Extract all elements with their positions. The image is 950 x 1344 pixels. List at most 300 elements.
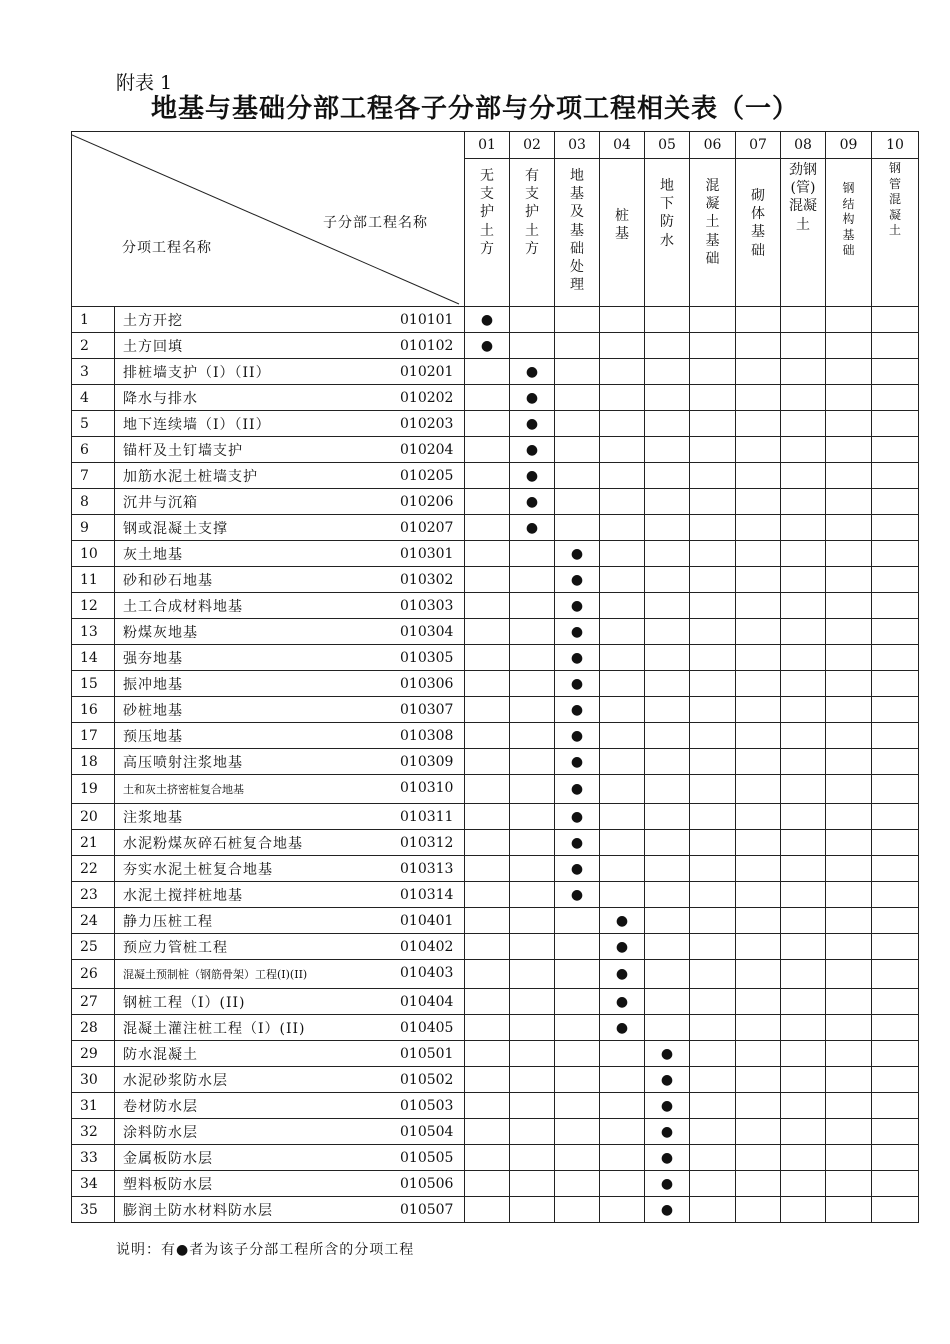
- item-name: 注浆地基: [123, 809, 183, 826]
- mark-cell: [872, 645, 919, 671]
- mark-cell: [736, 960, 781, 989]
- row-number: 8: [72, 489, 115, 515]
- filled-dot-mark: ●: [615, 1019, 629, 1036]
- filled-dot-mark: ●: [660, 1071, 674, 1088]
- mark-cell: [826, 645, 872, 671]
- item-cell: [115, 749, 465, 775]
- mark-cell: [826, 489, 872, 515]
- item-name: 预应力管桩工程: [123, 939, 228, 956]
- mark-cell: [826, 411, 872, 437]
- mark-cell: [510, 307, 555, 333]
- item-name: 静力压桩工程: [123, 913, 213, 930]
- mark-cell: [555, 515, 600, 541]
- mark-cell: [781, 463, 826, 489]
- mark-cell: [690, 1015, 736, 1041]
- mark-cell: [645, 1145, 690, 1171]
- mark-cell: [465, 619, 510, 645]
- mark-cell: [826, 567, 872, 593]
- mark-cell: [555, 1041, 600, 1067]
- mark-cell: [510, 515, 555, 541]
- mark-cell: [510, 830, 555, 856]
- item-code: 010507: [400, 1202, 454, 1218]
- mark-cell: [690, 697, 736, 723]
- filled-dot-mark: ●: [615, 912, 629, 929]
- mark-cell: [600, 908, 645, 934]
- mark-cell: [510, 1171, 555, 1197]
- mark-cell: [465, 1197, 510, 1223]
- mark-cell: [555, 723, 600, 749]
- item-code: 010506: [400, 1176, 454, 1192]
- filled-dot-mark: ●: [525, 519, 539, 536]
- mark-cell: [465, 723, 510, 749]
- item-name: 钢或混凝土支撑: [123, 520, 228, 537]
- mark-cell: [555, 775, 600, 804]
- mark-cell: [645, 960, 690, 989]
- mark-cell: [872, 908, 919, 934]
- mark-cell: [872, 671, 919, 697]
- filled-dot-mark: ●: [615, 966, 629, 982]
- row-number: 11: [72, 567, 115, 593]
- mark-cell: [872, 619, 919, 645]
- mark-cell: [690, 1093, 736, 1119]
- item-cell: [115, 1171, 465, 1197]
- filled-dot-mark: ●: [570, 571, 584, 588]
- mark-cell: [826, 830, 872, 856]
- item-name: 强夯地基: [123, 650, 183, 667]
- row-number: 1: [72, 307, 115, 333]
- mark-cell: [826, 723, 872, 749]
- mark-cell: [600, 385, 645, 411]
- mark-cell: [510, 411, 555, 437]
- item-code: 010101: [400, 312, 454, 328]
- mark-cell: [781, 437, 826, 463]
- table-row: [72, 359, 919, 385]
- mark-cell: [872, 359, 919, 385]
- mark-cell: [736, 541, 781, 567]
- mark-cell: [736, 1197, 781, 1223]
- mark-cell: [872, 1145, 919, 1171]
- mark-cell: [690, 775, 736, 804]
- correlation-table: [71, 131, 919, 1223]
- mark-cell: [645, 908, 690, 934]
- row-number: 6: [72, 437, 115, 463]
- mark-cell: [645, 489, 690, 515]
- mark-cell: [600, 411, 645, 437]
- item-name: 排桩墙支护（I）（II）: [123, 364, 271, 381]
- mark-cell: [872, 489, 919, 515]
- table-row: [72, 1171, 919, 1197]
- column-name: 砌体基础: [751, 188, 765, 259]
- mark-cell: [555, 307, 600, 333]
- row-number: 20: [72, 804, 115, 830]
- item-name: 加筋水泥土桩墙支护: [123, 468, 258, 485]
- mark-cell: [736, 671, 781, 697]
- mark-cell: [690, 1197, 736, 1223]
- mark-cell: [465, 989, 510, 1015]
- mark-cell: [872, 1093, 919, 1119]
- mark-cell: [781, 775, 826, 804]
- filled-dot-mark: ●: [525, 389, 539, 406]
- mark-cell: [465, 307, 510, 333]
- item-cell: [115, 437, 465, 463]
- item-name: 塑料板防水层: [123, 1176, 213, 1193]
- mark-cell: [826, 1171, 872, 1197]
- item-cell: [115, 908, 465, 934]
- mark-cell: [690, 593, 736, 619]
- mark-cell: [690, 307, 736, 333]
- table-row: [72, 489, 919, 515]
- row-number: 16: [72, 697, 115, 723]
- mark-cell: [645, 463, 690, 489]
- mark-cell: [510, 804, 555, 830]
- table-row: [72, 463, 919, 489]
- mark-cell: [510, 463, 555, 489]
- mark-cell: [781, 645, 826, 671]
- row-number: 28: [72, 1015, 115, 1041]
- header-code-row: [72, 132, 919, 159]
- item-cell: [115, 1041, 465, 1067]
- mark-cell: [465, 1015, 510, 1041]
- filled-dot-mark: ●: [570, 675, 584, 692]
- mark-cell: [465, 749, 510, 775]
- mark-cell: [872, 882, 919, 908]
- item-name: 水泥粉煤灰碎石桩复合地基: [123, 835, 303, 852]
- item-cell: [115, 1067, 465, 1093]
- mark-cell: [465, 411, 510, 437]
- mark-cell: [465, 515, 510, 541]
- mark-cell: [736, 307, 781, 333]
- mark-cell: [826, 619, 872, 645]
- item-cell: [115, 1197, 465, 1223]
- mark-cell: [690, 749, 736, 775]
- item-code: 010402: [400, 939, 454, 955]
- filled-dot-mark: ●: [570, 623, 584, 640]
- mark-cell: [555, 1119, 600, 1145]
- item-code: 010405: [400, 1020, 454, 1036]
- table-row: [72, 567, 919, 593]
- mark-cell: [872, 593, 919, 619]
- subsection-label: 子分部工程名称: [323, 214, 428, 231]
- filled-dot-mark: ●: [570, 886, 584, 903]
- column-code: 02: [510, 132, 555, 159]
- item-code: 010311: [400, 809, 454, 825]
- mark-cell: [736, 1041, 781, 1067]
- item-cell: [115, 359, 465, 385]
- mark-cell: [736, 619, 781, 645]
- item-name: 砂桩地基: [123, 702, 183, 719]
- filled-dot-mark: ●: [660, 1201, 674, 1218]
- item-cell: [115, 804, 465, 830]
- mark-cell: [510, 541, 555, 567]
- filled-dot-mark: ●: [570, 727, 584, 744]
- table-row: [72, 411, 919, 437]
- mark-cell: [510, 489, 555, 515]
- mark-cell: [872, 804, 919, 830]
- mark-cell: [510, 1067, 555, 1093]
- mark-cell: [872, 463, 919, 489]
- item-cell: [115, 1145, 465, 1171]
- mark-cell: [781, 830, 826, 856]
- mark-cell: [826, 1067, 872, 1093]
- mark-cell: [872, 541, 919, 567]
- item-cell: [115, 489, 465, 515]
- mark-cell: [736, 989, 781, 1015]
- filled-dot-mark: ●: [570, 753, 584, 770]
- mark-cell: [600, 593, 645, 619]
- mark-cell: [736, 437, 781, 463]
- mark-cell: [465, 437, 510, 463]
- row-number: 22: [72, 856, 115, 882]
- item-cell: [115, 567, 465, 593]
- mark-cell: [872, 775, 919, 804]
- row-number: 33: [72, 1145, 115, 1171]
- filled-dot-mark: ●: [660, 1097, 674, 1114]
- mark-cell: [690, 1119, 736, 1145]
- item-name: 灰土地基: [123, 546, 183, 563]
- mark-cell: [600, 1197, 645, 1223]
- item-cell: [115, 385, 465, 411]
- table-row: [72, 515, 919, 541]
- mark-cell: [600, 333, 645, 359]
- mark-cell: [555, 1093, 600, 1119]
- row-number: 26: [72, 960, 115, 989]
- mark-cell: [781, 671, 826, 697]
- mark-cell: [826, 697, 872, 723]
- mark-cell: [600, 645, 645, 671]
- mark-cell: [736, 1119, 781, 1145]
- mark-cell: [690, 463, 736, 489]
- mark-cell: [872, 307, 919, 333]
- mark-cell: [645, 437, 690, 463]
- mark-cell: [826, 359, 872, 385]
- row-number: 27: [72, 989, 115, 1015]
- mark-cell: [600, 359, 645, 385]
- mark-cell: [465, 593, 510, 619]
- mark-cell: [465, 333, 510, 359]
- mark-cell: [555, 411, 600, 437]
- mark-cell: [645, 934, 690, 960]
- row-number: 25: [72, 934, 115, 960]
- mark-cell: [690, 385, 736, 411]
- mark-cell: [826, 1093, 872, 1119]
- mark-cell: [872, 1041, 919, 1067]
- item-code: 010301: [400, 546, 454, 562]
- mark-cell: [645, 567, 690, 593]
- item-cell: [115, 723, 465, 749]
- mark-cell: [645, 856, 690, 882]
- mark-cell: [510, 908, 555, 934]
- mark-cell: [555, 1197, 600, 1223]
- item-code: 010312: [400, 835, 454, 851]
- mark-cell: [510, 960, 555, 989]
- table-row: [72, 882, 919, 908]
- mark-cell: [645, 1197, 690, 1223]
- mark-cell: [600, 515, 645, 541]
- row-number: 7: [72, 463, 115, 489]
- mark-cell: [600, 1067, 645, 1093]
- table-row: [72, 1197, 919, 1223]
- table-row: [72, 804, 919, 830]
- item-name: 卷材防水层: [123, 1098, 198, 1115]
- mark-cell: [690, 541, 736, 567]
- mark-cell: [600, 697, 645, 723]
- item-code: 010306: [400, 676, 454, 692]
- mark-cell: [555, 359, 600, 385]
- mark-cell: [555, 960, 600, 989]
- mark-cell: [645, 515, 690, 541]
- mark-cell: [510, 934, 555, 960]
- mark-cell: [872, 830, 919, 856]
- mark-cell: [465, 359, 510, 385]
- item-cell: [115, 411, 465, 437]
- mark-cell: [690, 1171, 736, 1197]
- filled-dot-mark: ●: [525, 493, 539, 510]
- mark-cell: [826, 989, 872, 1015]
- table-row: [72, 385, 919, 411]
- mark-cell: [645, 541, 690, 567]
- mark-cell: [872, 411, 919, 437]
- mark-cell: [736, 567, 781, 593]
- mark-cell: [600, 671, 645, 697]
- column-name: 有支护土方: [525, 168, 539, 257]
- column-code: 07: [736, 132, 781, 159]
- filled-dot-mark: ●: [660, 1149, 674, 1166]
- column-name: 无支护土方: [480, 168, 494, 257]
- mark-cell: [872, 934, 919, 960]
- mark-cell: [736, 830, 781, 856]
- mark-cell: [510, 882, 555, 908]
- mark-cell: [736, 593, 781, 619]
- filled-dot-mark: ●: [660, 1175, 674, 1192]
- item-name: 沉井与沉箱: [123, 494, 198, 511]
- item-code: 010102: [400, 338, 454, 354]
- item-cell: [115, 645, 465, 671]
- mark-cell: [465, 960, 510, 989]
- mark-cell: [736, 697, 781, 723]
- mark-cell: [465, 908, 510, 934]
- mark-cell: [736, 1093, 781, 1119]
- mark-cell: [645, 671, 690, 697]
- page-title: 地基与基础分部工程各子分部与分项工程相关表（一）: [150, 94, 799, 124]
- mark-cell: [781, 1119, 826, 1145]
- item-name: 涂料防水层: [123, 1124, 198, 1141]
- mark-cell: [645, 882, 690, 908]
- mark-cell: [872, 1067, 919, 1093]
- mark-cell: [736, 1067, 781, 1093]
- mark-cell: [555, 1067, 600, 1093]
- item-name: 膨润土防水材料防水层: [123, 1202, 273, 1219]
- mark-cell: [736, 1015, 781, 1041]
- mark-cell: [555, 882, 600, 908]
- table-body: [72, 307, 919, 1223]
- item-code: 010503: [400, 1098, 454, 1114]
- mark-cell: [826, 804, 872, 830]
- item-name: 粉煤灰地基: [123, 624, 198, 641]
- mark-cell: [645, 804, 690, 830]
- column-name: 桩基: [615, 208, 629, 243]
- mark-cell: [555, 1145, 600, 1171]
- mark-cell: [736, 359, 781, 385]
- item-name: 土工合成材料地基: [123, 598, 243, 615]
- mark-cell: [465, 541, 510, 567]
- mark-cell: [690, 908, 736, 934]
- mark-cell: [781, 934, 826, 960]
- mark-cell: [645, 1093, 690, 1119]
- item-cell: [115, 1015, 465, 1041]
- mark-cell: [690, 619, 736, 645]
- mark-cell: [600, 1015, 645, 1041]
- row-number: 30: [72, 1067, 115, 1093]
- mark-cell: [510, 333, 555, 359]
- mark-cell: [781, 307, 826, 333]
- row-number: 10: [72, 541, 115, 567]
- mark-cell: [736, 645, 781, 671]
- item-code: 010404: [400, 994, 454, 1010]
- mark-cell: [510, 645, 555, 671]
- item-name: 混凝土预制桩（钢筋骨架）工程(I)(II): [123, 968, 308, 981]
- row-number: 2: [72, 333, 115, 359]
- mark-cell: [781, 489, 826, 515]
- mark-cell: [872, 1171, 919, 1197]
- mark-cell: [872, 960, 919, 989]
- mark-cell: [645, 1067, 690, 1093]
- mark-cell: [510, 1015, 555, 1041]
- table-row: [72, 1067, 919, 1093]
- mark-cell: [736, 1171, 781, 1197]
- mark-cell: [465, 671, 510, 697]
- mark-cell: [826, 856, 872, 882]
- mark-cell: [690, 723, 736, 749]
- mark-cell: [826, 1119, 872, 1145]
- item-name: 水泥砂浆防水层: [123, 1072, 228, 1089]
- mark-cell: [736, 723, 781, 749]
- item-name: 钢桩工程（I）(II): [123, 994, 246, 1011]
- mark-cell: [510, 723, 555, 749]
- filled-dot-mark: ●: [480, 311, 494, 328]
- mark-cell: [465, 1093, 510, 1119]
- table-row: [72, 989, 919, 1015]
- mark-cell: [645, 749, 690, 775]
- mark-cell: [736, 882, 781, 908]
- mark-cell: [555, 934, 600, 960]
- table-row: [72, 1015, 919, 1041]
- filled-dot-mark: ●: [570, 597, 584, 614]
- mark-cell: [645, 1015, 690, 1041]
- mark-cell: [781, 1067, 826, 1093]
- item-code: 010501: [400, 1046, 454, 1062]
- mark-cell: [645, 697, 690, 723]
- filled-dot-mark: ●: [570, 834, 584, 851]
- column-name: 混凝土基础: [705, 178, 720, 267]
- item-code: 010207: [400, 520, 454, 536]
- mark-cell: [781, 593, 826, 619]
- row-number: 14: [72, 645, 115, 671]
- column-code: 10: [872, 132, 919, 159]
- mark-cell: [510, 385, 555, 411]
- mark-cell: [736, 804, 781, 830]
- table-row: [72, 619, 919, 645]
- mark-cell: [465, 645, 510, 671]
- item-code: 010206: [400, 494, 454, 510]
- mark-cell: [781, 882, 826, 908]
- mark-cell: [555, 856, 600, 882]
- item-code: 010505: [400, 1150, 454, 1166]
- mark-cell: [465, 1041, 510, 1067]
- mark-cell: [736, 856, 781, 882]
- mark-cell: [690, 515, 736, 541]
- mark-cell: [826, 1015, 872, 1041]
- mark-cell: [645, 593, 690, 619]
